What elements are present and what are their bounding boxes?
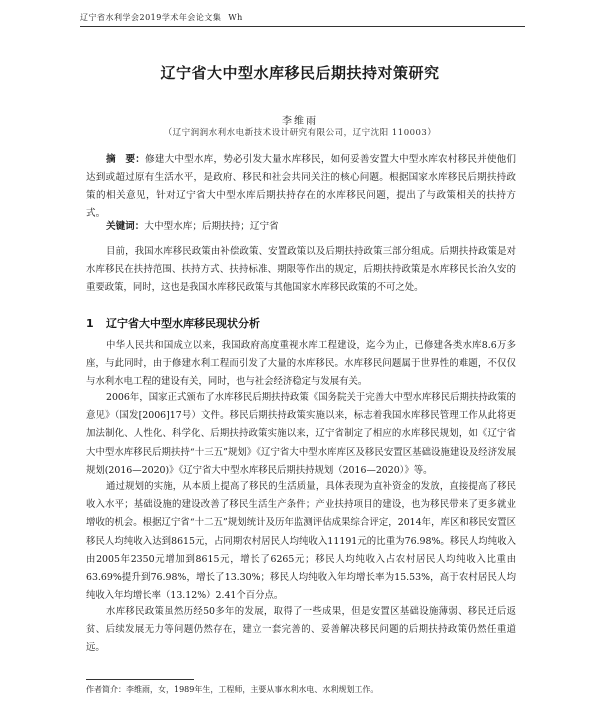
- journal-name: 辽宁省水利学会2019学术年会论文集: [80, 13, 222, 22]
- section-1-heading: [86, 315, 516, 331]
- abstract-text: 修建大中型水库，势必引发大量水库移民，如何妥善安置大中型水库农村移民并使他们达到或超过原有生活水平，是政府、移民和社会共同关注的核心问题。根据国家水库移民后期扶持政策的相关意见，针对辽宁省大中型水库后期扶持存在的水库移民问题，提出了与政策相关的扶持方式。: [86, 154, 517, 219]
- section-1-title: 辽宁省大中型水库移民现状分析: [106, 317, 260, 330]
- keywords: [106, 219, 516, 235]
- section-1-paragraph-2: 2006年，国家正式颁布了水库移民后期扶持政策《国务院关于完善大中型水库移民后期扶持政策的意见》（国发[2006]17号）文件。移民后期扶持政策实施以来，标志着我国水库移民管理工作从此将更加法制化、人性化、科学化、后期扶持政策实施以来，辽宁省制定了相应的水库移民规划，如《辽宁省大中型水库移民后期扶持“十三五”规划》《辽宁省大中型水库库区及移民安置区基础设施建设及经济发展规划(2016—2020)》《辽宁省大中型水库移民后期扶持规划（2016—2020）》等。: [86, 392, 516, 476]
- abstract-label: 摘 要：: [106, 154, 146, 165]
- keywords-label: 关键词：: [106, 221, 145, 232]
- running-header: [80, 12, 520, 23]
- section-1-paragraph-3: 通过规划的实施，从本质上提高了移民的生活质量，具体表现为直补资金的发放，直接提高了移民收入水平；基础设施的建设改善了移民生活生产条件；产业扶持项目的建设，也为移民带来了更多就业增收的机会。根据辽宁省“十二五”规划统计及历年监测评估成果综合评定，2014年，库区和移民安置区移民人均纯收入达到8615元，占同期农村居民人均纯收入11191元的比重为76.98%。移民人均纯收入由2005年2350元增加到8615元，增长了6265元；移民人均纯收入占农村居民人均纯收入比重由63.69%提升到76.98%，增长了13.30%；移民人均纯收入年均增长率为15.53%，高于农村居民人均纯收入年均增长率（13.12%）2.41个百分点。: [86, 481, 516, 602]
- header-rule: [80, 26, 525, 27]
- paper-title: 辽宁省大中型水库移民后期扶持对策研究: [160, 64, 440, 82]
- footnote-rule: [86, 679, 194, 680]
- author-affiliation: （辽宁润润水利水电新技术设计研究有限公司，辽宁沈阳 110003）: [163, 128, 437, 138]
- keywords-text: 大中型水库；后期扶持；辽宁省: [144, 221, 279, 232]
- intro-paragraph: 目前，我国水库移民政策由补偿政策、安置政策以及后期扶持政策三部分组成。后期扶持政策是对水库移民在扶持范围、扶持方式、扶持标准、期限等作出的规定，后期扶持政策是水库移民长治久安的重要政策，同时，这也是我国水库移民政策与其他国家水库移民政策的不可之处。: [86, 246, 516, 294]
- author-name: 李维雨: [282, 116, 318, 127]
- section-1-paragraph-1: 中华人民共和国成立以来，我国政府高度重视水库工程建设，迄今为止，已修建各类水库8.6万多座，与此同时，由于修建水利工程而引发了大量的水库移民。水库移民问题属于世界性的难题，不仅仅与水利水电工程的建设有关，同时，也与社会经济稳定与发展有关。: [86, 340, 516, 388]
- page-number: Wh: [228, 13, 243, 22]
- abstract: [86, 151, 516, 223]
- section-1-paragraph-4: 水库移民政策虽然历经50多年的发展，取得了一些成果，但是安置区基础设施薄弱、移民迁后返贫、后续发展无力等问题仍然存在，建立一套完善的、妥善解决移民问题的后期扶持政策仍然任重道远。: [86, 606, 516, 654]
- section-1-number: 1: [86, 317, 94, 330]
- footnote: 作者简介：李维雨，女，1989年生，工程师，主要从事水利水电、水利规划工作。: [86, 685, 379, 694]
